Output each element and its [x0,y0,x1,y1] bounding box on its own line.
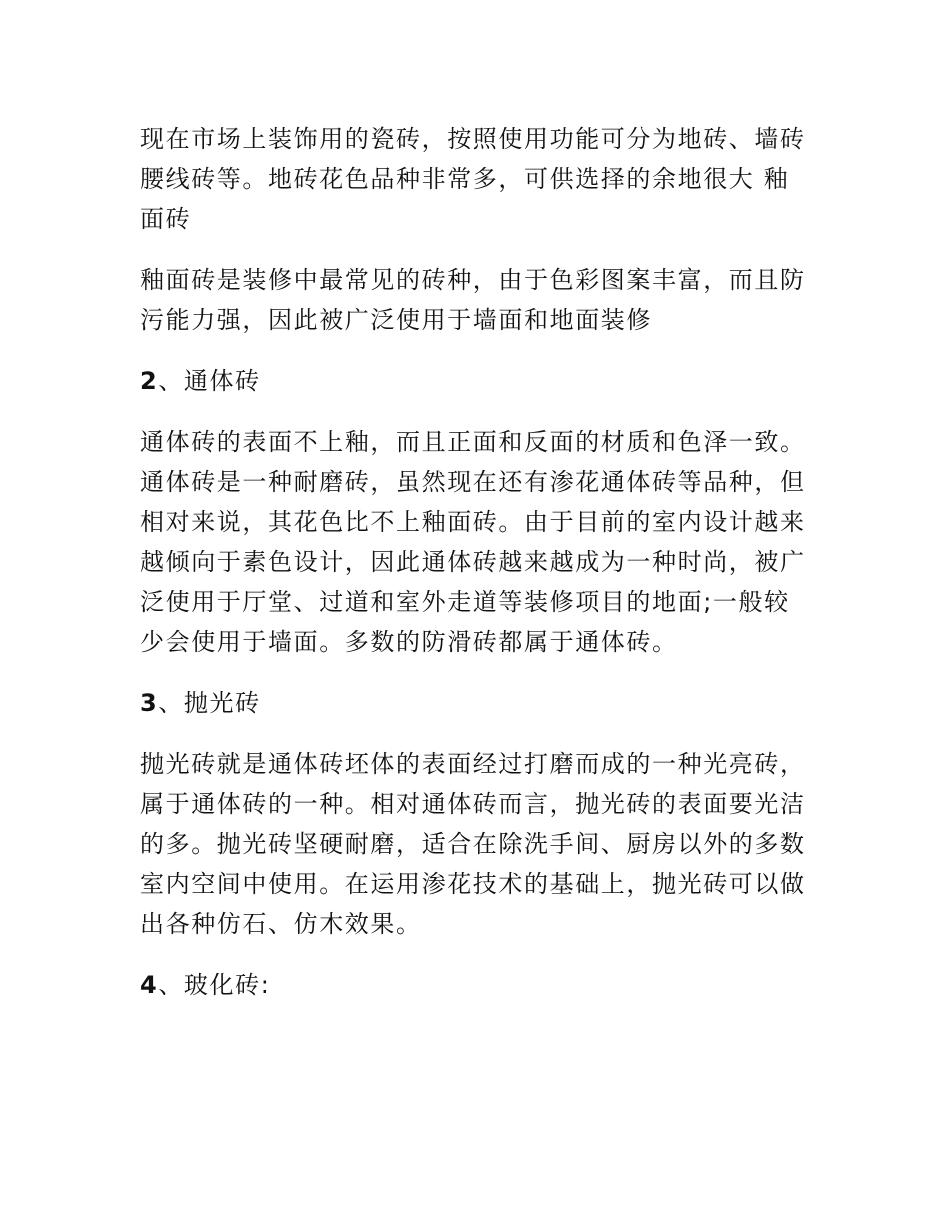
section-heading-4 [140,965,810,1005]
section-title: 、抛光砖 [158,689,261,717]
section-number: 4 [140,971,159,999]
full-body-tile-paragraph: 通体砖的表面不上釉，而且正面和反面的材质和色泽一致。通体砖是一种耐磨砖，虽然现在还有渗花通体砖等品种，但相对来说，其花色比不上釉面砖。由于目前的室内设计越来越倾向于素色设计，因此通体砖越来越成为一种时尚，被广泛使用于厅堂、过道和室外走道等装修项目的地面;一般较少会使用于墙面。多数的防滑砖都属于通体砖。 [140,428,806,656]
glazed-tile-paragraph: 釉面砖是装修中最常见的砖种，由于色彩图案丰富，而且防污能力强，因此被广泛使用于墙面和地面装修 [140,266,806,334]
section-title: 、通体砖 [158,367,261,395]
section-title: 、玻化砖: [158,971,271,999]
section-number: 2 [140,367,159,395]
section-heading-2 [140,361,810,401]
section-heading-3 [140,683,810,723]
section-number: 3 [140,689,159,717]
document-page [140,119,810,1026]
polished-tile-paragraph: 抛光砖就是通体砖坯体的表面经过打磨而成的一种光亮砖，属于通体砖的一种。相对通体砖而言，抛光砖的表面要光洁的多。抛光砖坚硬耐磨，适合在除洗手间、厨房以外的多数室内空间中使用。在运用渗花技术的基础上，抛光砖可以做出各种仿石、仿木效果。 [140,750,806,938]
intro-paragraph: 现在市场上装饰用的瓷砖，按照使用功能可分为地砖、墙砖腰线砖等。地砖花色品种非常多，可供选择的余地很大 釉面砖 [140,125,806,233]
